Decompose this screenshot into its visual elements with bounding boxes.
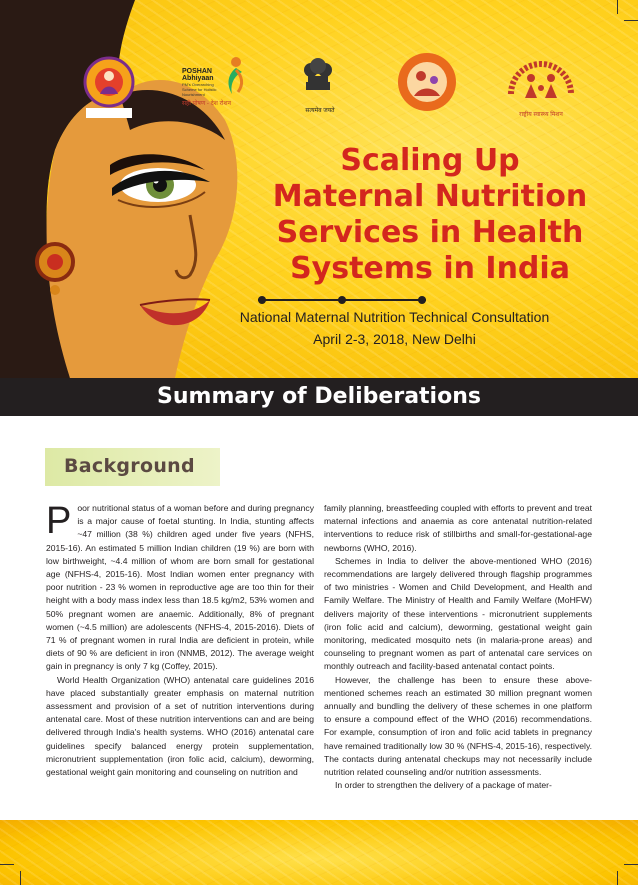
paragraph [46,502,314,674]
emblem-motto: सत्यमेव जयते [305,108,335,114]
drop-cap: P [46,500,72,542]
poshan-tagline: सही पोषण - देश रोशन [182,101,231,107]
poshan-title: POSHAN [182,68,212,75]
crop-mark [617,0,618,14]
swasthya-logo-icon [78,48,140,120]
paragraph: Schemes in India to deliver the above-mentioned WHO (2016) recommendations are largely delivered through flagship programmes of two ministries - Women and Child Development, and Health and Family Welfare. The Ministry of Health and Family Welfare (MoHFW) delivers majority of these interventions - micronutrient supplements (iron folic acid and calcium), deworming, gestational weight gain monitoring, medicated mosquito nets (in malaria-prone areas) and counseling to pregnant women as part of antenatal care services on monthly outreach and facility-based antenatal contact points. [324,555,592,672]
crop-mark [20,871,21,885]
paragraph: However, the challenge has been to ensure these above-mentioned schemes reach an estimated 30 million pregnant women annually and bundling the delivery of these schemes in one platform to ensure a compound effect of the WHO (2016) recommendations. For example, consumption of iron and folic acid tablets in pregnancy have remained traditionally low 30 % (NFHS-4, 2015-16), respectively. The contacts during antenatal checkups may not necessarily include nutrition related counseling and/or nutrition assessments. [324,674,592,778]
crop-mark [0,864,14,865]
footer-band [0,820,638,885]
page-title [230,143,630,287]
event-date: April 2-3, 2018, New Delhi [313,331,476,347]
consultation-subtitle: National Maternal Nutrition Technical Consultation [239,309,550,325]
section-heading [45,448,220,486]
paragraph: World Health Organization (WHO) antenatal care guidelines 2016 have placed substantially greater emphasis on maternal nutrition assessment and provision of a set of nutrition interventions during antenatal care. Most of these nutrition interventions can and are being delivered through India's health systems. WHO (2016) antenatal care guidelines specify balanced energy protein supplementation, micronutrient supplementation (iron folic acid, calcium), deworming, gestational weight gain monitoring and counseling on nutrition and [46,674,314,778]
paragraph: family planning, breastfeeding coupled with efforts to prevent and treat maternal infections and anaemia as core antenatal nutrition-related interventions to reduce risk of stillbirths and small-for-gestational-age newborns (WHO, 2016). [324,503,592,553]
hero-section [0,0,638,378]
poshan-desc: Scheme for Holistic [182,87,217,92]
title-line: Services in Health [276,215,584,250]
anemia-mukt-bharat-logo-icon [396,46,458,118]
nhm-hindi-text: राष्ट्रीय स्वास्थ्य मिशन [519,112,563,118]
title-divider [258,295,426,305]
crop-mark [617,871,618,885]
poshan-desc: PM's Overarching [182,82,214,87]
section-title: Background [64,455,195,477]
poshan-title2: Abhiyaan [182,75,214,82]
paragraph-text: oor nutritional status of a woman before and during pregnancy is a major cause of foetal stunting. In India, stunting affects ~47 million (38 %) children aged under five years (NFHS, 2015-16). An estimated 5 million Indian children (19 %) are born with low birthweight, ~4.4 million of whom are born small for gestational age (NFHS-4, 2015-16). Most Indian women enter pregnancy with poor nutrition - 23 % women in reproductive age are too thin for their height with a body mass index less than 18.5 kg/m2, 53% women and 50% pregnant women are anaemic. Additionally, 8% of pregnant women (~4.5 million) are adolescents (NFHS-4, 2015-2016). Diets of 71 % of pregnant women in rural India are deficient in protein, while diets of 90 % are deficient in iron (NNMB, 2012). The average weight gain in pregnancy is only 7 kg (Coffey, 2015). [46,503,314,672]
right-column [324,502,592,792]
national-emblem-icon [298,52,338,104]
title-line: Maternal Nutrition [272,179,588,214]
partner-logos [0,40,638,120]
paragraph: In order to strengthen the delivery of a package of mater- [335,780,552,791]
background-texture [0,820,638,885]
title-line: Systems in India [290,251,570,286]
title-line: Scaling Up [340,143,520,178]
national-health-mission-logo-icon [505,54,577,114]
crop-mark [624,20,638,21]
poshan-desc: Nourishment [182,92,205,97]
left-column [46,502,314,779]
poshan-figure-icon [222,56,248,96]
crop-mark [624,864,638,865]
summary-banner: Summary of Deliberations [0,378,638,416]
